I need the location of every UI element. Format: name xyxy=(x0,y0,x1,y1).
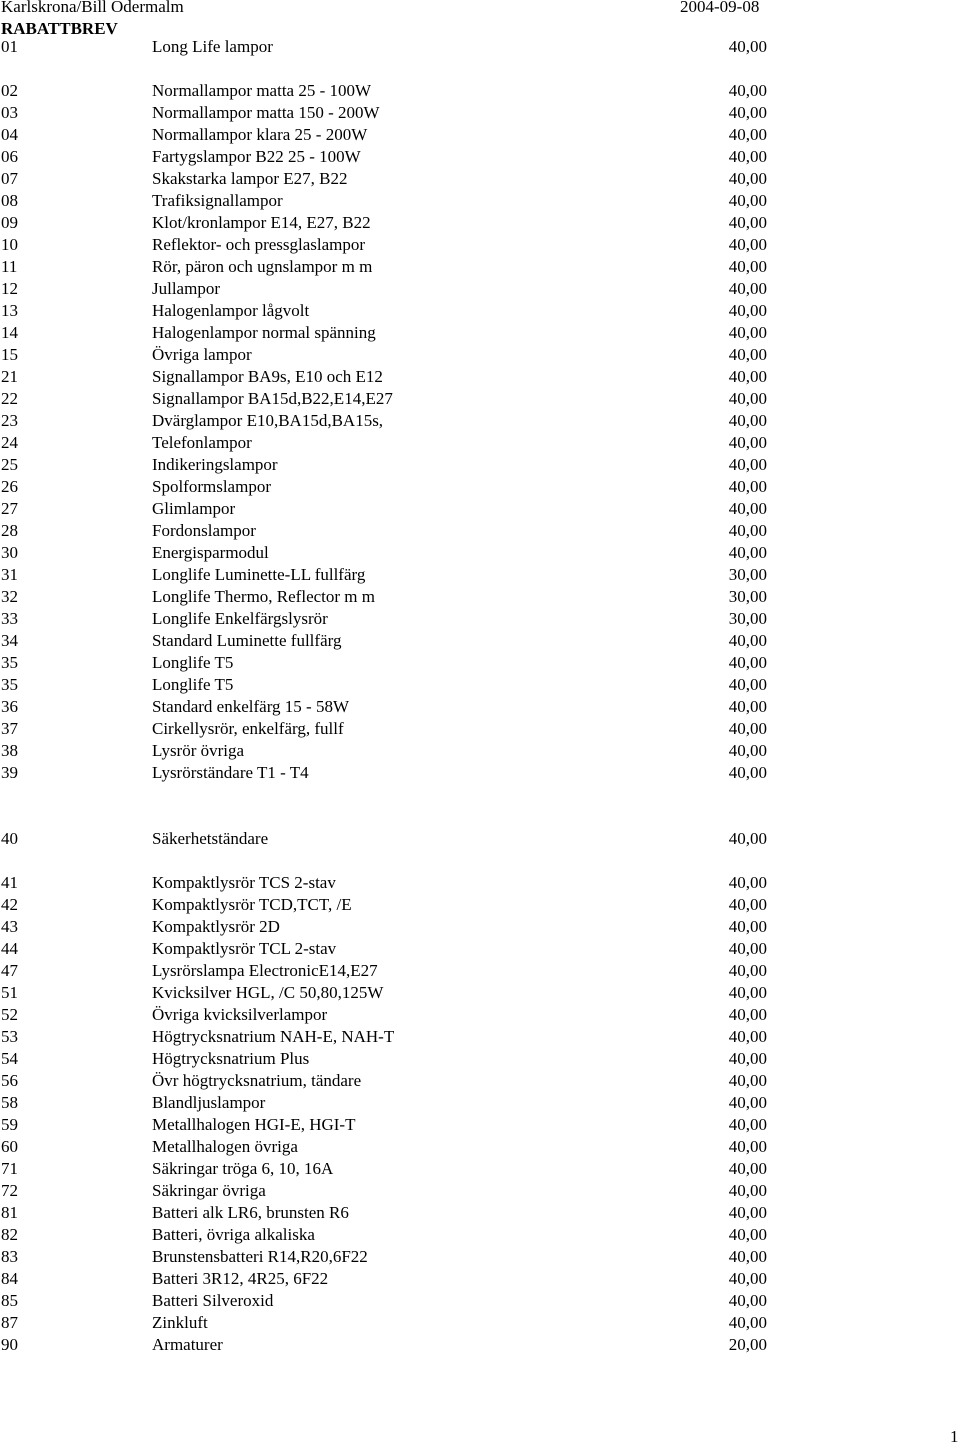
item-description: Standard Luminette fullfärg xyxy=(152,631,342,650)
item-amount: 40,00 xyxy=(728,1137,767,1156)
item-description: Lysrörslampa ElectronicE14,E27 xyxy=(152,961,378,980)
item-code: 31 xyxy=(1,565,18,584)
item-amount: 40,00 xyxy=(728,939,767,958)
table-row xyxy=(0,366,960,388)
table-row xyxy=(0,498,960,520)
item-amount: 40,00 xyxy=(728,103,767,122)
table-row xyxy=(0,894,960,916)
item-description: Indikeringslampor xyxy=(152,455,278,474)
item-amount: 40,00 xyxy=(728,873,767,892)
item-amount: 40,00 xyxy=(728,1093,767,1112)
item-amount: 40,00 xyxy=(728,191,767,210)
item-code: 36 xyxy=(1,697,18,716)
item-amount: 40,00 xyxy=(728,521,767,540)
item-code: 03 xyxy=(1,103,18,122)
item-code: 04 xyxy=(1,125,18,144)
item-amount: 40,00 xyxy=(728,301,767,320)
table-row xyxy=(0,916,960,938)
page-number: 1 xyxy=(950,1427,959,1446)
item-code: 85 xyxy=(1,1291,18,1310)
item-amount: 40,00 xyxy=(728,1313,767,1332)
item-description: Normallampor matta 25 - 100W xyxy=(152,81,372,100)
table-row xyxy=(0,608,960,630)
item-code: 81 xyxy=(1,1203,18,1222)
table-row xyxy=(0,190,960,212)
item-description: Rör, päron och ugnslampor m m xyxy=(152,257,373,276)
item-amount: 40,00 xyxy=(728,763,767,782)
item-code: 72 xyxy=(1,1181,18,1200)
item-description: Fartygslampor B22 25 - 100W xyxy=(152,147,361,166)
item-code: 08 xyxy=(1,191,18,210)
table-row xyxy=(0,1202,960,1224)
table-row xyxy=(0,630,960,652)
table-row xyxy=(0,872,960,894)
item-code: 24 xyxy=(1,433,18,452)
table-row xyxy=(0,960,960,982)
table-row xyxy=(0,1092,960,1114)
item-amount: 40,00 xyxy=(728,257,767,276)
item-description: Skakstarka lampor E27, B22 xyxy=(152,169,348,188)
item-description: Glimlampor xyxy=(152,499,236,518)
item-description: Brunstensbatteri R14,R20,6F22 xyxy=(152,1247,368,1266)
item-description: Longlife T5 xyxy=(152,675,234,694)
item-description: Halogenlampor lågvolt xyxy=(152,301,310,320)
item-amount: 40,00 xyxy=(728,543,767,562)
item-description: Batteri alk LR6, brunsten R6 xyxy=(152,1203,349,1222)
table-row xyxy=(0,586,960,608)
item-code: 53 xyxy=(1,1027,18,1046)
item-description: Batteri 3R12, 4R25, 6F22 xyxy=(152,1269,329,1288)
item-description: Kompaktlysrör 2D xyxy=(152,917,280,936)
item-amount: 40,00 xyxy=(728,1049,767,1068)
item-code: 07 xyxy=(1,169,18,188)
item-description: Kompaktlysrör TCS 2-stav xyxy=(152,873,336,892)
item-code: 59 xyxy=(1,1115,18,1134)
document-title: RABATTBREV xyxy=(1,19,118,38)
item-description: Longlife T5 xyxy=(152,653,234,672)
item-amount: 40,00 xyxy=(728,345,767,364)
item-description: Armaturer xyxy=(152,1335,223,1354)
item-code: 06 xyxy=(1,147,18,166)
item-code: 09 xyxy=(1,213,18,232)
item-amount: 40,00 xyxy=(728,653,767,672)
item-code: 10 xyxy=(1,235,18,254)
table-row xyxy=(0,1158,960,1180)
item-amount: 40,00 xyxy=(728,477,767,496)
item-amount: 40,00 xyxy=(728,895,767,914)
item-code: 35 xyxy=(1,653,18,672)
item-code: 71 xyxy=(1,1159,18,1178)
table-row xyxy=(0,1268,960,1290)
item-amount: 40,00 xyxy=(728,125,767,144)
table-row xyxy=(0,322,960,344)
item-code: 84 xyxy=(1,1269,18,1288)
item-amount: 40,00 xyxy=(728,983,767,1002)
item-description: Zinkluft xyxy=(152,1313,208,1332)
item-code: 14 xyxy=(1,323,18,342)
item-code: 38 xyxy=(1,741,18,760)
item-code: 37 xyxy=(1,719,18,738)
item-code: 40 xyxy=(1,829,18,848)
table-row xyxy=(0,102,960,124)
item-code: 25 xyxy=(1,455,18,474)
table-row xyxy=(0,256,960,278)
item-description: Long Life lampor xyxy=(152,37,273,56)
table-row xyxy=(0,1290,960,1312)
item-description: Metallhalogen övriga xyxy=(152,1137,298,1156)
item-code: 15 xyxy=(1,345,18,364)
table-row xyxy=(0,278,960,300)
table-row xyxy=(0,718,960,740)
item-description: Reflektor- och pressglaslampor xyxy=(152,235,366,254)
table-row xyxy=(0,1004,960,1026)
table-row xyxy=(0,432,960,454)
item-description: Normallampor klara 25 - 200W xyxy=(152,125,368,144)
item-description: Batteri, övriga alkaliska xyxy=(152,1225,315,1244)
item-code: 30 xyxy=(1,543,18,562)
table-row xyxy=(0,80,960,102)
item-amount: 40,00 xyxy=(728,411,767,430)
item-amount: 30,00 xyxy=(728,609,767,628)
item-amount: 40,00 xyxy=(728,697,767,716)
item-description: Säkringar övriga xyxy=(152,1181,266,1200)
item-amount: 40,00 xyxy=(728,1181,767,1200)
table-row xyxy=(0,520,960,542)
item-code: 35 xyxy=(1,675,18,694)
item-amount: 40,00 xyxy=(728,389,767,408)
item-code: 12 xyxy=(1,279,18,298)
item-code: 26 xyxy=(1,477,18,496)
item-amount: 40,00 xyxy=(728,81,767,100)
item-code: 58 xyxy=(1,1093,18,1112)
table-row xyxy=(0,300,960,322)
item-description: Klot/kronlampor E14, E27, B22 xyxy=(152,213,371,232)
item-amount: 40,00 xyxy=(728,1071,767,1090)
item-amount: 30,00 xyxy=(728,587,767,606)
item-code: 51 xyxy=(1,983,18,1002)
item-amount: 40,00 xyxy=(728,961,767,980)
item-amount: 40,00 xyxy=(728,741,767,760)
table-row xyxy=(0,388,960,410)
table-row xyxy=(0,762,960,784)
item-description: Övr högtrycksnatrium, tändare xyxy=(152,1071,362,1090)
item-code: 56 xyxy=(1,1071,18,1090)
table-row xyxy=(0,696,960,718)
item-description: Normallampor matta 150 - 200W xyxy=(152,103,380,122)
item-description: Högtrycksnatrium NAH-E, NAH-T xyxy=(152,1027,395,1046)
table-row xyxy=(0,476,960,498)
table-row xyxy=(0,36,960,58)
item-description: Övriga lampor xyxy=(152,345,252,364)
table-row xyxy=(0,1048,960,1070)
item-description: Metallhalogen HGI-E, HGI-T xyxy=(152,1115,356,1134)
item-description: Dvärglampor E10,BA15d,BA15s, xyxy=(152,411,384,430)
item-amount: 40,00 xyxy=(728,675,767,694)
table-row xyxy=(0,1334,960,1356)
item-code: 11 xyxy=(1,257,18,276)
item-amount: 40,00 xyxy=(728,1115,767,1134)
item-code: 13 xyxy=(1,301,18,320)
table-row xyxy=(0,828,960,850)
item-description: Trafiksignallampor xyxy=(152,191,283,210)
header-location: Karlskrona/Bill Odermalm xyxy=(1,0,184,16)
item-amount: 40,00 xyxy=(728,169,767,188)
item-description: Longlife Enkelfärgslysrör xyxy=(152,609,328,628)
item-amount: 40,00 xyxy=(728,631,767,650)
item-code: 02 xyxy=(1,81,18,100)
item-code: 32 xyxy=(1,587,18,606)
item-code: 43 xyxy=(1,917,18,936)
table-row xyxy=(0,344,960,366)
table-row xyxy=(0,1246,960,1268)
table-row xyxy=(0,168,960,190)
item-amount: 40,00 xyxy=(728,37,767,56)
table-row xyxy=(0,1224,960,1246)
table-row xyxy=(0,146,960,168)
header-date: 2004-09-08 xyxy=(680,0,760,16)
item-description: Blandljuslampor xyxy=(152,1093,266,1112)
item-code: 28 xyxy=(1,521,18,540)
item-description: Longlife Luminette-LL fullfärg xyxy=(152,565,366,584)
table-row xyxy=(0,1136,960,1158)
item-code: 44 xyxy=(1,939,18,958)
item-code: 82 xyxy=(1,1225,18,1244)
table-row xyxy=(0,674,960,696)
table-row xyxy=(0,454,960,476)
item-amount: 40,00 xyxy=(728,367,767,386)
item-description: Fordonslampor xyxy=(152,521,256,540)
table-row xyxy=(0,1114,960,1136)
item-code: 90 xyxy=(1,1335,18,1354)
item-code: 21 xyxy=(1,367,18,386)
item-description: Spolformslampor xyxy=(152,477,271,496)
item-code: 39 xyxy=(1,763,18,782)
item-description: Lysrörständare T1 - T4 xyxy=(152,763,309,782)
item-code: 54 xyxy=(1,1049,18,1068)
item-amount: 30,00 xyxy=(728,565,767,584)
item-amount: 40,00 xyxy=(728,719,767,738)
item-description: Energisparmodul xyxy=(152,543,269,562)
table-row xyxy=(0,234,960,256)
item-amount: 40,00 xyxy=(728,1159,767,1178)
item-description: Batteri Silveroxid xyxy=(152,1291,274,1310)
table-row xyxy=(0,652,960,674)
item-code: 22 xyxy=(1,389,18,408)
item-description: Jullampor xyxy=(152,279,220,298)
item-description: Säkringar tröga 6, 10, 16A xyxy=(152,1159,334,1178)
item-amount: 20,00 xyxy=(728,1335,767,1354)
item-amount: 40,00 xyxy=(728,235,767,254)
item-code: 52 xyxy=(1,1005,18,1024)
item-description: Telefonlampor xyxy=(152,433,252,452)
item-code: 60 xyxy=(1,1137,18,1156)
item-description: Kompaktlysrör TCD,TCT, /E xyxy=(152,895,352,914)
item-description: Cirkellysrör, enkelfärg, fullf xyxy=(152,719,344,738)
item-description: Övriga kvicksilverlampor xyxy=(152,1005,328,1024)
item-amount: 40,00 xyxy=(728,147,767,166)
item-amount: 40,00 xyxy=(728,829,767,848)
item-description: Högtrycksnatrium Plus xyxy=(152,1049,310,1068)
item-amount: 40,00 xyxy=(728,1203,767,1222)
item-description: Longlife Thermo, Reflector m m xyxy=(152,587,375,606)
item-description: Säkerhetständare xyxy=(152,829,269,848)
item-description: Kvicksilver HGL, /C 50,80,125W xyxy=(152,983,384,1002)
item-code: 33 xyxy=(1,609,18,628)
item-code: 47 xyxy=(1,961,18,980)
table-row xyxy=(0,740,960,762)
item-amount: 40,00 xyxy=(728,499,767,518)
table-row xyxy=(0,982,960,1004)
item-code: 83 xyxy=(1,1247,18,1266)
table-row xyxy=(0,938,960,960)
item-amount: 40,00 xyxy=(728,1005,767,1024)
table-row xyxy=(0,124,960,146)
table-row xyxy=(0,1070,960,1092)
item-description: Lysrör övriga xyxy=(152,741,245,760)
item-code: 42 xyxy=(1,895,18,914)
table-row xyxy=(0,1026,960,1048)
item-amount: 40,00 xyxy=(728,433,767,452)
item-code: 27 xyxy=(1,499,18,518)
item-amount: 40,00 xyxy=(728,1027,767,1046)
item-code: 87 xyxy=(1,1313,18,1332)
table-row xyxy=(0,1180,960,1202)
item-code: 01 xyxy=(1,37,18,56)
item-description: Standard enkelfärg 15 - 58W xyxy=(152,697,350,716)
item-description: Signallampor BA9s, E10 och E12 xyxy=(152,367,383,386)
table-row xyxy=(0,564,960,586)
table-row xyxy=(0,410,960,432)
table-row xyxy=(0,1312,960,1334)
item-amount: 40,00 xyxy=(728,279,767,298)
table-row xyxy=(0,212,960,234)
item-amount: 40,00 xyxy=(728,455,767,474)
item-amount: 40,00 xyxy=(728,1269,767,1288)
item-code: 34 xyxy=(1,631,18,650)
item-code: 41 xyxy=(1,873,18,892)
item-amount: 40,00 xyxy=(728,1225,767,1244)
item-description: Signallampor BA15d,B22,E14,E27 xyxy=(152,389,393,408)
table-row xyxy=(0,542,960,564)
item-amount: 40,00 xyxy=(728,917,767,936)
item-amount: 40,00 xyxy=(728,323,767,342)
item-amount: 40,00 xyxy=(728,213,767,232)
item-description: Halogenlampor normal spänning xyxy=(152,323,376,342)
item-amount: 40,00 xyxy=(728,1291,767,1310)
item-code: 23 xyxy=(1,411,18,430)
item-description: Kompaktlysrör TCL 2-stav xyxy=(152,939,337,958)
item-amount: 40,00 xyxy=(728,1247,767,1266)
